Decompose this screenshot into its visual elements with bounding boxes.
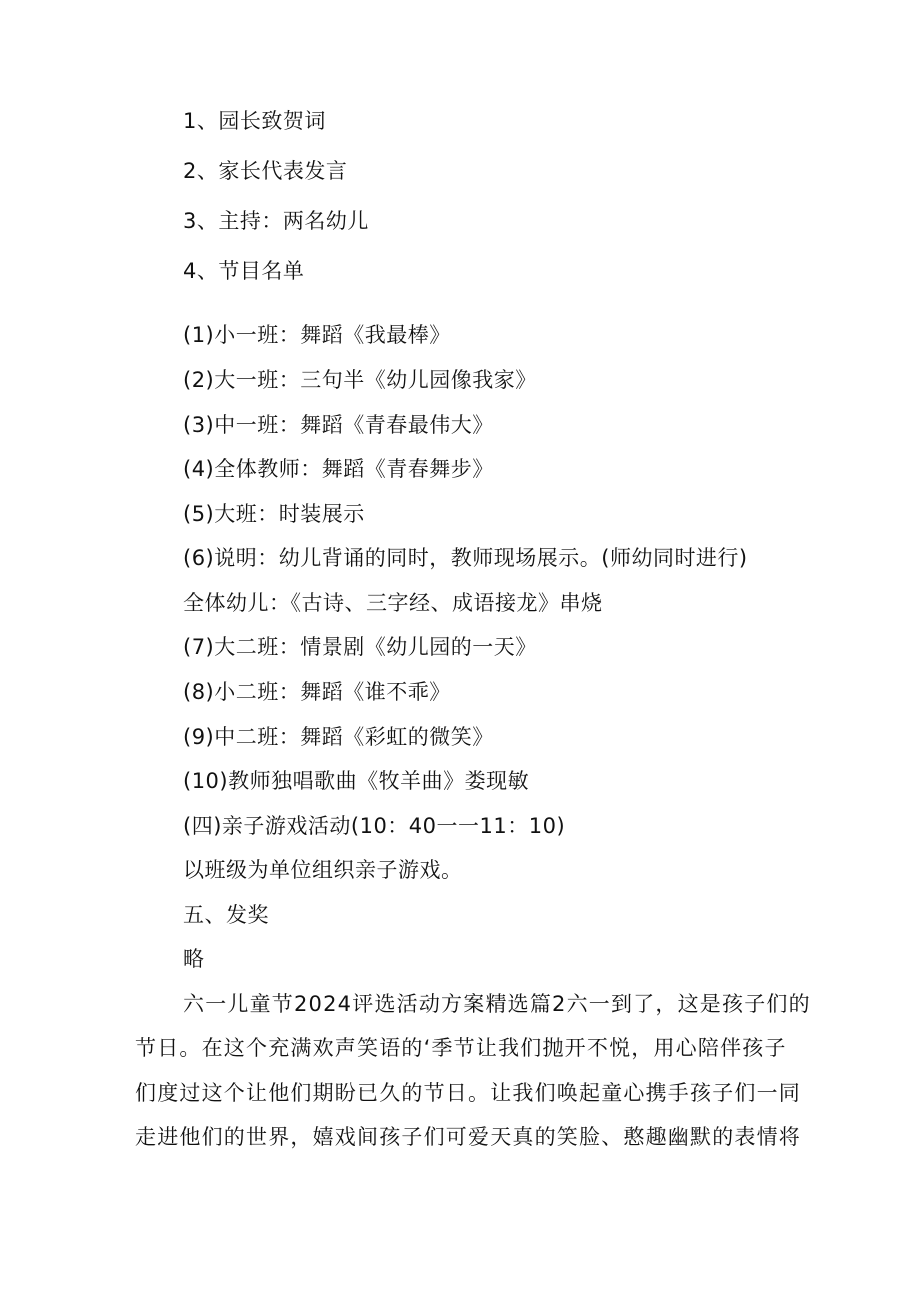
program-item-10: (10)教师独唱歌曲《牧羊曲》娄现敏 — [183, 769, 530, 793]
program-item-8: (8)小二班：舞蹈《谁不乖》 — [183, 680, 451, 704]
section-5-title: 五、发奖 — [183, 903, 269, 927]
agenda-item-1: 1、园长致贺词 — [183, 109, 326, 133]
program-item-2: (2)大一班：三句半《幼儿园像我家》 — [183, 368, 537, 392]
program-item-6-note: 全体幼儿：《古诗、三字经、成语接龙》串烧 — [183, 591, 603, 615]
program-item-1: (1)小一班：舞蹈《我最棒》 — [183, 323, 451, 347]
section-5-desc: 略 — [183, 947, 205, 971]
program-item-6: (6)说明：幼儿背诵的同时，教师现场展示。(师幼同时进行) — [183, 546, 748, 570]
agenda-item-2: 2、家长代表发言 — [183, 159, 348, 183]
program-item-9: (9)中二班：舞蹈《彩虹的微笑》 — [183, 725, 494, 749]
program-item-4: (4)全体教师：舞蹈《青春舞步》 — [183, 457, 494, 481]
agenda-item-3: 3、主持：两名幼儿 — [183, 209, 369, 233]
article-line-4: 走进他们的世界，嬉戏间孩子们可爱天真的笑脸、憨趣幽默的表情将 — [135, 1125, 801, 1149]
article-line-2: 节日。在这个充满欢声笑语的‘季节让我们抛开不悦，用心陪伴孩子 — [135, 1036, 787, 1060]
section-4-title: (四)亲子游戏活动(10：40一一11：10) — [183, 814, 566, 838]
agenda-item-4: 4、节目名单 — [183, 259, 305, 283]
article-line-3: 们度过这个让他们期盼已久的节日。让我们唤起童心携手孩子们一同 — [135, 1081, 801, 1105]
program-item-7: (7)大二班：情景剧《幼儿园的一天》 — [183, 635, 537, 659]
section-4-desc: 以班级为单位组织亲子游戏。 — [183, 858, 463, 882]
article-line-1: 六一儿童节2024评选活动方案精选篇2六一到了，这是孩子们的 — [183, 992, 811, 1016]
program-item-5: (5)大班：时装展示 — [183, 502, 365, 526]
program-item-3: (3)中一班：舞蹈《青春最伟大》 — [183, 413, 494, 437]
